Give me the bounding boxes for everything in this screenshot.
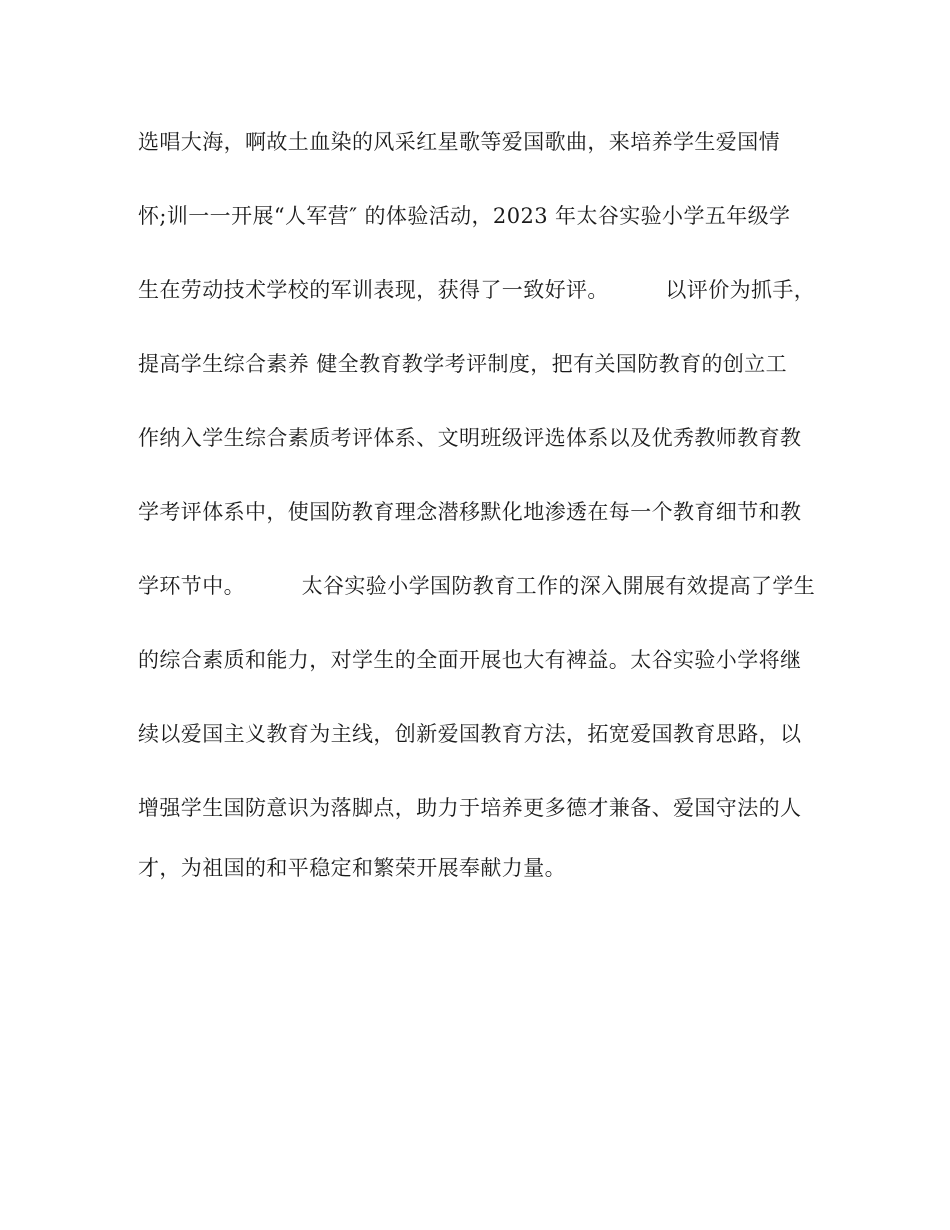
text-line-1: 选唱大海，啊故土血染的风采红星歌等爱国歌曲，来培养学生爱国情 xyxy=(138,130,780,154)
text-line-11: 才，为祖国的和平稳定和繁荣开展奉献力量。 xyxy=(138,856,566,880)
text-line-3: 生在劳动技术学校的军训表现，获得了一致好评。 以评价为抓手， xyxy=(138,278,816,302)
text-line-2: 怀;训一一开展“人军营″ 的体验活动，2023 年太谷实验小学五年级学 xyxy=(138,204,791,228)
text-line-6: 学考评体系中，使国防教育理念潜移默化地渗透在每一个教育细节和教 xyxy=(138,500,802,524)
text-line-9: 续以爱国主义教育为主线，创新爱国教育方法，拓宽爱国教育思路，以 xyxy=(138,722,802,746)
text-line-8: 的综合素质和能力，对学生的全面开展也大有裨益。太谷实验小学将继 xyxy=(138,648,802,672)
text-line-5: 作纳入学生综合素质考评体系、文明班级评选体系以及优秀教师教育教 xyxy=(138,426,802,450)
text-line-4: 提高学生综合素养 健全教育教学考评制度，把有关国防教育的创立工 xyxy=(138,352,788,376)
text-line-10: 增强学生国防意识为落脚点，助力于培养更多德才兼备、爱国守法的人 xyxy=(138,796,802,820)
text-line-7: 学环节中。 太谷实验小学国防教育工作的深入開展有效提高了学生 xyxy=(138,574,816,598)
